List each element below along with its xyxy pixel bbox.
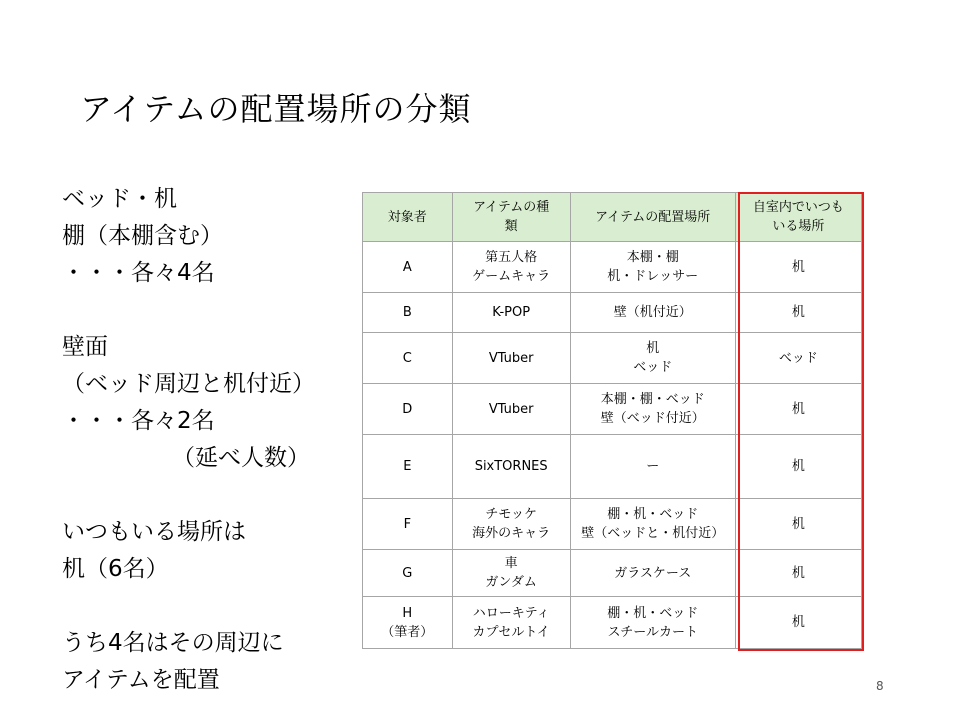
cell-subject: C	[363, 333, 453, 384]
page-number: 8	[876, 679, 884, 693]
cell-item-location: 本棚・棚 机・ドレッサー	[570, 242, 735, 293]
header-item-location: アイテムの配置場所	[570, 193, 735, 242]
cell-subject: D	[363, 384, 453, 435]
table-row	[363, 499, 862, 550]
cell-item-type: VTuber	[452, 384, 570, 435]
cell-usual-place: 机	[735, 499, 861, 550]
cell-item-type: K-POP	[452, 293, 570, 333]
cell-subject: A	[363, 242, 453, 293]
cell-subject: B	[363, 293, 453, 333]
header-item-type: アイテムの種 類	[452, 193, 570, 242]
cell-item-type: VTuber	[452, 333, 570, 384]
cell-item-type: 車 ガンダム	[452, 550, 570, 597]
cell-usual-place: 机	[735, 597, 861, 649]
cell-subject: E	[363, 435, 453, 499]
note-line: （ベッド周辺と机付近）	[62, 371, 315, 397]
cell-item-type: SixTORNES	[452, 435, 570, 499]
note-line: うち4名はその周辺に	[62, 630, 284, 656]
cell-usual-place: 机	[735, 384, 861, 435]
cell-item-location: 棚・机・ベッド スチールカート	[570, 597, 735, 649]
cell-item-location: ー	[570, 435, 735, 499]
cell-usual-place: 机	[735, 550, 861, 597]
cell-item-type: 第五人格 ゲームキャラ	[452, 242, 570, 293]
note-line: 壁面	[62, 334, 108, 360]
cell-item-location: 壁（机付近）	[570, 293, 735, 333]
table-row	[363, 242, 862, 293]
table-row	[363, 550, 862, 597]
header-usual-place: 自室内でいつも いる場所	[735, 193, 861, 242]
cell-item-location: 棚・机・ベッド 壁（ベッドと・机付近）	[570, 499, 735, 550]
cell-item-location: 机 ベッド	[570, 333, 735, 384]
cell-item-location: ガラスケース	[570, 550, 735, 597]
note-line: いつもいる場所は	[62, 519, 246, 545]
table-header-row	[363, 193, 862, 242]
note-line: ・・・各々4名	[62, 260, 215, 286]
cell-subject: H （筆者）	[363, 597, 453, 649]
cell-usual-place: ベッド	[735, 333, 861, 384]
note-line-annotation: （延べ人数）	[172, 445, 310, 471]
cell-usual-place: 机	[735, 435, 861, 499]
note-line: ・・・各々2名	[62, 408, 215, 434]
cell-item-type: ハローキティ カプセルトイ	[452, 597, 570, 649]
slide-title: アイテムの配置場所の分類	[80, 90, 472, 128]
table-row	[363, 333, 862, 384]
note-line: 棚（本棚含む）	[62, 223, 223, 249]
table-row	[363, 293, 862, 333]
header-subject: 対象者	[363, 193, 453, 242]
cell-item-type: チモッケ 海外のキャラ	[452, 499, 570, 550]
cell-item-location: 本棚・棚・ベッド 壁（ベッド付近）	[570, 384, 735, 435]
cell-usual-place: 机	[735, 293, 861, 333]
cell-usual-place: 机	[735, 242, 861, 293]
cell-subject: G	[363, 550, 453, 597]
cell-subject: F	[363, 499, 453, 550]
note-line: アイテムを配置	[62, 667, 220, 693]
table-row	[363, 597, 862, 649]
summary-notes	[62, 181, 315, 699]
table-row	[363, 384, 862, 435]
note-line: ベッド・机	[62, 186, 177, 212]
table-row	[363, 435, 862, 499]
classification-table	[362, 192, 862, 649]
note-line: 机（6名）	[62, 556, 169, 582]
